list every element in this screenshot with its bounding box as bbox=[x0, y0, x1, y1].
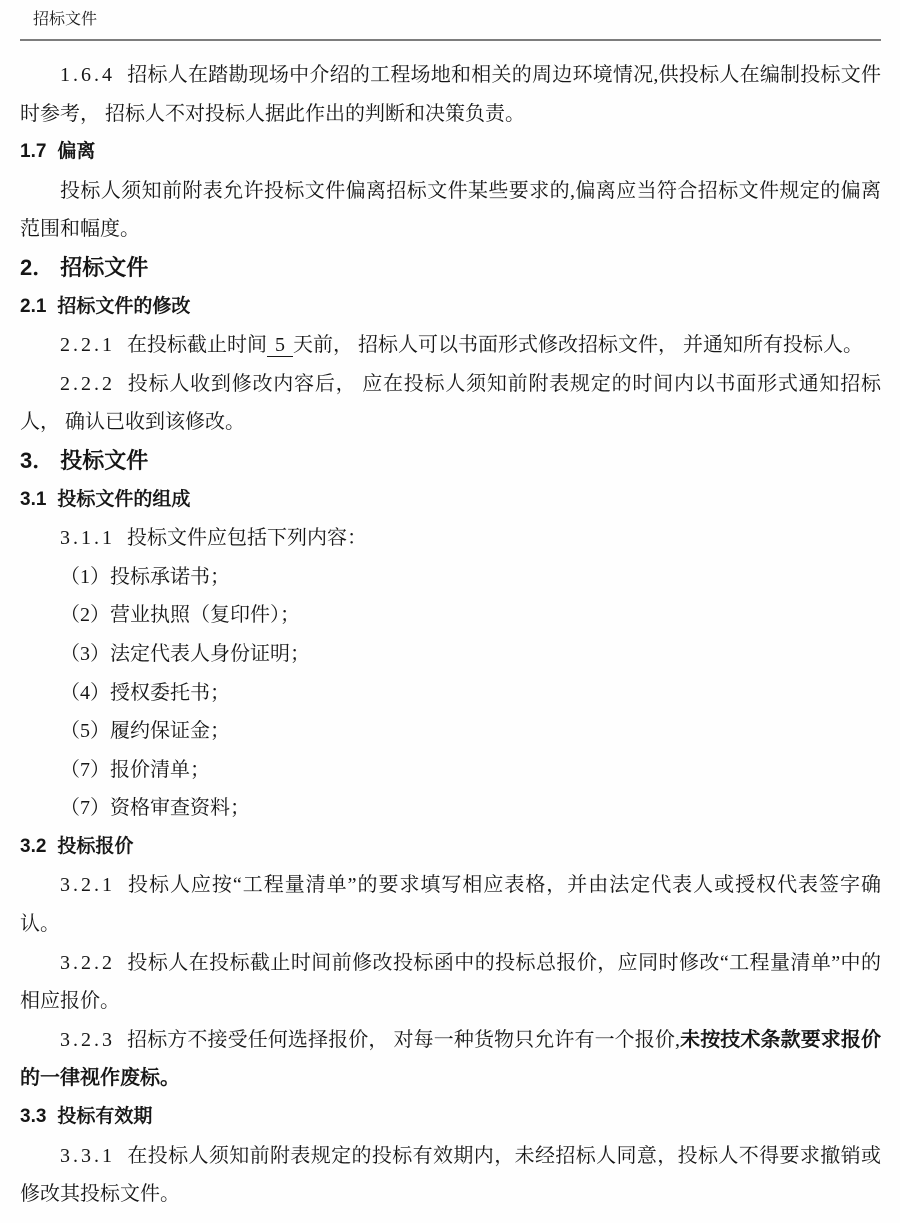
heading-title: 偏离 bbox=[57, 141, 96, 163]
heading-title: 投标有效期 bbox=[57, 1106, 153, 1128]
clause-text: 投标人收到修改内容后， 应在投标人须知前附表规定的时间内以书面形式通知招标人， 确认已收到该修改。 bbox=[20, 372, 881, 434]
clause-3-2-3 bbox=[20, 1021, 881, 1098]
heading-title: 投标报价 bbox=[57, 835, 134, 857]
document-body bbox=[0, 41, 900, 1214]
heading-number: 3.2 bbox=[20, 835, 47, 857]
clause-text: 投标人须知前附表允许投标文件偏离招标文件某些要求的,偏离应当符合招标文件规定的偏离范围和幅度。 bbox=[20, 179, 881, 241]
clause-3-2-1 bbox=[20, 866, 881, 943]
subsection-heading-3-1 bbox=[20, 481, 881, 520]
clause-number: 3.2.3 bbox=[60, 1028, 115, 1051]
subsection-heading-3-3 bbox=[20, 1098, 881, 1137]
blank-days-value: 5 bbox=[267, 334, 293, 357]
heading-number: 2.1 bbox=[20, 295, 47, 317]
heading-number: 3.1 bbox=[20, 488, 47, 510]
heading-title: 投标文件的组成 bbox=[57, 488, 191, 510]
clause-text: 招标方不接受任何选择报价， 对每一种货物只允许有一个报价, bbox=[127, 1028, 680, 1051]
clause-1-6-4 bbox=[20, 56, 881, 133]
clause-number: 3.2.1 bbox=[60, 874, 115, 897]
bid-doc-item-5: （5）履约保证金； bbox=[60, 720, 230, 743]
header-doc-title: 招标文件 bbox=[33, 11, 98, 28]
section-heading-3 bbox=[20, 442, 881, 481]
clause-text: 天前， 招标人可以书面形式修改招标文件， 并通知所有投标人。 bbox=[293, 334, 863, 357]
clause-text: 投标文件应包括下列内容： bbox=[127, 527, 367, 550]
subsection-heading-2-1 bbox=[20, 288, 881, 327]
clause-2-2-1 bbox=[20, 326, 881, 365]
clause-text: 在投标人须知前附表规定的投标有效期内，未经招标人同意，投标人不得要求撤销或修改其投标文件。 bbox=[20, 1144, 881, 1206]
heading-number: 3.3 bbox=[20, 1106, 47, 1128]
clause-number: 1.6.4 bbox=[60, 64, 115, 86]
bid-doc-item-2: （2）营业执照（复印件）； bbox=[60, 604, 300, 627]
section-heading-1-7 bbox=[20, 133, 881, 172]
invalid-bid-warning: 未按技术条款要求报价的一律视作废标。 bbox=[20, 1028, 882, 1090]
bid-doc-item-1: （1）投标承诺书； bbox=[60, 565, 230, 588]
heading-number: 3． bbox=[20, 447, 55, 473]
clause-1-7-body bbox=[20, 172, 881, 249]
clause-3-1-1 bbox=[20, 519, 881, 558]
clause-text: 投标人在投标截止时间前修改投标函中的投标总报价，应同时修改“工程量清单”中的相应报价。 bbox=[20, 951, 881, 1013]
page-header bbox=[0, 0, 900, 31]
bid-doc-item-4: （4）授权委托书； bbox=[60, 681, 230, 704]
clause-2-2-2 bbox=[20, 365, 881, 442]
bid-doc-item-6: （7）报价清单； bbox=[60, 758, 210, 781]
clause-number: 2.2.1 bbox=[60, 334, 115, 357]
heading-title: 投标文件 bbox=[60, 447, 149, 473]
clause-text: 在投标截止时间 bbox=[127, 334, 267, 357]
clause-number: 3.2.2 bbox=[60, 951, 115, 974]
subsection-heading-3-2 bbox=[20, 828, 881, 867]
clause-3-3-1 bbox=[20, 1137, 881, 1214]
bid-doc-item-3: （3）法定代表人身份证明； bbox=[60, 642, 310, 665]
clause-number: 3.3.1 bbox=[60, 1144, 115, 1167]
clause-3-2-2 bbox=[20, 944, 881, 1021]
clause-text: 投标人应按“工程量清单”的要求填写相应表格，并由法定代表人或授权代表签字确认。 bbox=[20, 874, 881, 936]
heading-title: 招标文件的修改 bbox=[57, 295, 191, 317]
bid-doc-item-7: （7）资格审查资料； bbox=[60, 797, 250, 820]
heading-title: 招标文件 bbox=[60, 254, 149, 280]
clause-text: 招标人在踏勘现场中介绍的工程场地和相关的周边环境情况,供投标人在编制投标文件时参考， 招标人不对投标人据此作出的判断和决策负责。 bbox=[20, 64, 881, 125]
heading-number: 1.7 bbox=[20, 141, 47, 163]
heading-number: 2． bbox=[20, 254, 55, 280]
section-heading-2 bbox=[20, 249, 881, 288]
clause-number: 3.1.1 bbox=[60, 527, 115, 550]
clause-number: 2.2.2 bbox=[60, 372, 115, 395]
